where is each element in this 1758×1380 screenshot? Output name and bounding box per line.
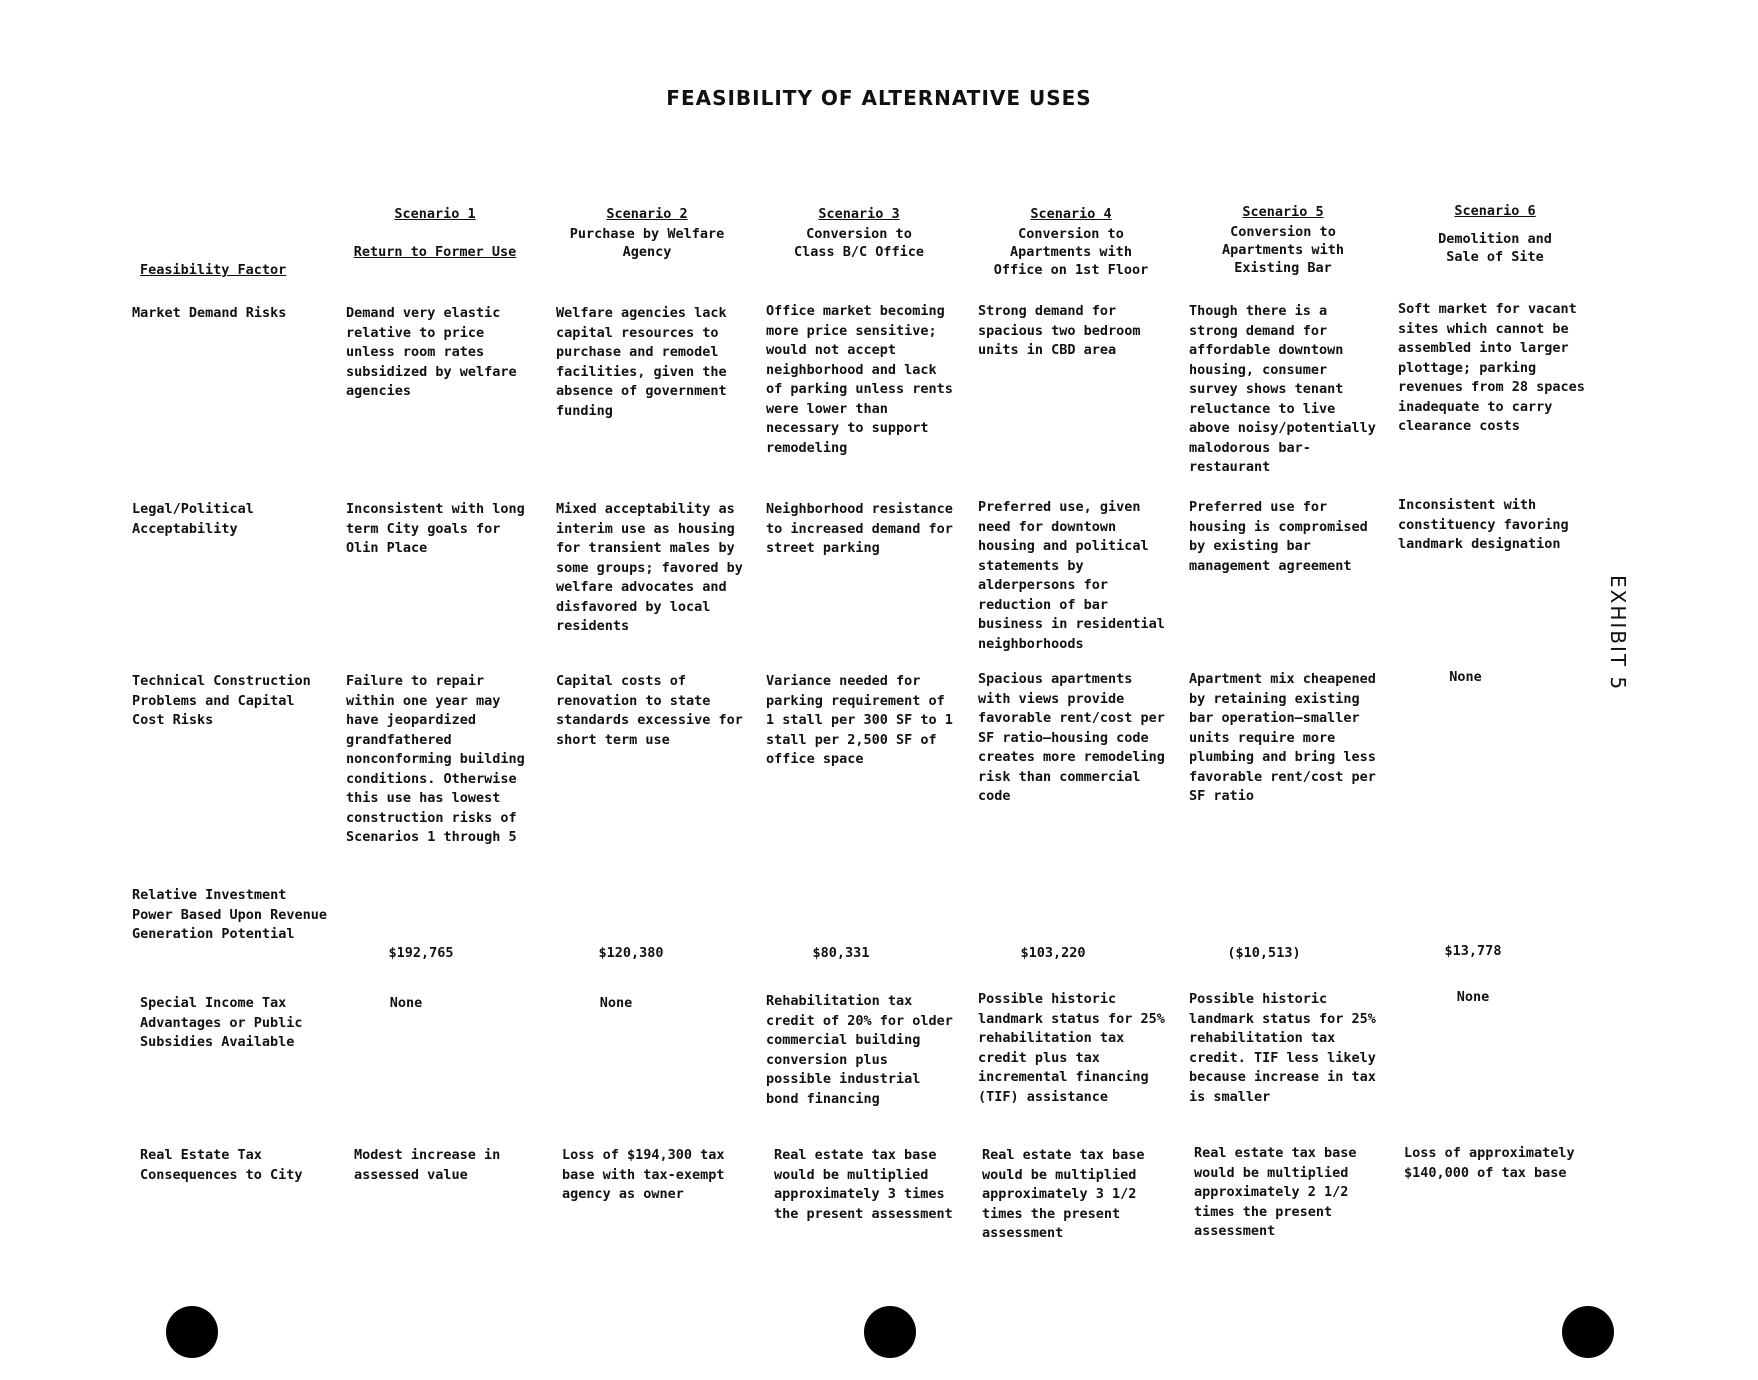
table-cell: Possible historic landmark status for 25% rehabilitation tax credit. TIF less likely because increase in tax is smaller [1189,991,1376,1105]
scenario-description-underlined: Office on 1st Floor [993,262,1149,278]
scenario-description: Return to Former Use [353,244,517,260]
table-cell: $13,778 [1444,943,1502,959]
scenario-5-header [1188,203,1378,277]
scenario-description-underlined: Existing Bar [1234,260,1332,276]
table-cell: Real estate tax base would be multiplied approximately 3 1/2 times the present assessment [982,1147,1145,1241]
table-cell: Inconsistent with constituency favoring landmark designation [1398,497,1569,552]
table-cell: Loss of approximately $140,000 of tax base [1404,1145,1575,1181]
scenario-description: Conversion to Apartments with [1222,224,1344,258]
binder-hole-left [166,1306,218,1358]
scenario-description: Purchase by Welfare [569,226,725,242]
row-factor-technical-construction: Technical Construction Problems and Capital Cost Risks [132,673,311,728]
table-cell: None [1456,989,1490,1005]
table-cell: Rehabilitation tax credit of 20% for older commercial building conversion plus possible industrial bond financing [766,993,953,1107]
table-cell: None [599,995,633,1011]
table-cell: Strong demand for spacious two bedroom units in CBD area [978,303,1141,358]
table-cell: ($10,513) [1227,945,1301,961]
scenario-name: Scenario 1 [394,206,476,222]
table-cell: None [389,995,423,1011]
table-cell: Capital costs of renovation to state standards excessive for short term use [556,673,743,748]
scenario-name: Scenario 4 [1030,206,1112,222]
scenario-name: Scenario 6 [1454,203,1536,219]
scenario-description-underlined: Sale of Site [1446,249,1544,265]
binder-hole-center [864,1306,916,1358]
exhibit-label: EXHIBIT 5 [1606,574,1630,692]
table-cell: Spacious apartments with views provide favorable rent/cost per SF ratio—housing code creates more remodeling risk than commercial code [978,671,1165,804]
table-cell: Mixed acceptability as interim use as housing for transient males by some groups; favored by welfare advocates and disfavored by local residents [556,501,743,634]
scenario-name: Scenario 3 [818,206,900,222]
table-cell: Modest increase in assessed value [354,1147,501,1183]
scenario-description: Conversion to Apartments with [1010,226,1132,260]
table-cell: Real estate tax base would be multiplied approximately 2 1/2 times the present assessment [1194,1145,1357,1239]
table-cell: Real estate tax base would be multiplied approximately 3 times the present assessment [774,1147,953,1222]
scenario-6-header [1400,202,1590,266]
table-cell: Variance needed for parking requirement of 1 stall per 300 SF to 1 stall per 2,500 SF of office space [766,673,953,767]
row-factor-legal-political: Legal/Political Acceptability [132,501,254,537]
table-cell: Welfare agencies lack capital resources to purchase and remodel facilities, given the absence of government funding [556,305,727,419]
scenario-4-header [976,205,1166,279]
table-cell: Apartment mix cheapened by retaining existing bar operation—smaller units require more plumbing and bring less favorable rent/cost per SF ratio [1189,671,1376,804]
table-cell: Inconsistent with long term City goals for Olin Place [346,501,525,556]
scenario-1-header [340,205,530,261]
table-cell: Demand very elastic relative to price unless room rates subsidized by welfare agencies [346,305,517,399]
table-cell: $103,220 [1020,945,1086,961]
table-cell: Loss of $194,300 tax base with tax-exempt agency as owner [562,1147,725,1202]
table-cell: Neighborhood resistance to increased demand for street parking [766,501,953,556]
binder-hole-right [1562,1306,1614,1358]
scenario-description: Demolition and [1438,231,1552,247]
table-cell: $192,765 [388,945,454,961]
table-cell: Office market becoming more price sensitive; would not accept neighborhood and lack of parking unless rents were lower than necessary to support remodeling [766,303,953,456]
scenario-name: Scenario 2 [606,206,688,222]
table-cell: Failure to repair within one year may have jeopardized grandfathered nonconforming building conditions. Otherwise this use has lowest construction risks of Scenarios 1 through 5 [346,673,525,845]
row-factor-real-estate-tax: Real Estate Tax Consequences to City [140,1147,303,1183]
feasibility-factor-header: Feasibility Factor [140,262,287,278]
table-cell: Though there is a strong demand for affordable downtown housing, consumer survey shows tenant reluctance to live above noisy/potentially malodorous bar-restaurant [1189,303,1376,475]
table-cell: $80,331 [812,945,870,961]
table-cell: $120,380 [598,945,664,961]
table-cell: None [1449,669,1482,685]
scenario-2-header [552,205,742,261]
table-cell: Preferred use, given need for downtown housing and political statements by alderpersons for reduction of bar business in residential neighborhoods [978,499,1165,652]
table-cell: Preferred use for housing is compromised by existing bar management agreement [1189,499,1368,574]
table-cell: Possible historic landmark status for 25% rehabilitation tax credit plus tax incremental financing (TIF) assistance [978,991,1165,1105]
row-factor-market-demand: Market Demand Risks [132,305,287,321]
scenario-name: Scenario 5 [1242,204,1324,220]
scenario-description-underlined: Agency [622,244,672,260]
scenario-description: Conversion to [806,226,912,242]
scenario-3-header [764,205,954,261]
table-cell: Soft market for vacant sites which cannot be assembled into larger plottage; parking revenues from 28 spaces inadequate to carry clearance costs [1398,301,1585,434]
document-title: FEASIBILITY OF ALTERNATIVE USES [666,86,1092,110]
scenario-description-underlined: Class B/C Office [793,244,925,260]
row-factor-special-income-tax: Special Income Tax Advantages or Public Subsidies Available [140,995,303,1050]
row-factor-investment-power: Relative Investment Power Based Upon Revenue Generation Potential [132,887,328,942]
